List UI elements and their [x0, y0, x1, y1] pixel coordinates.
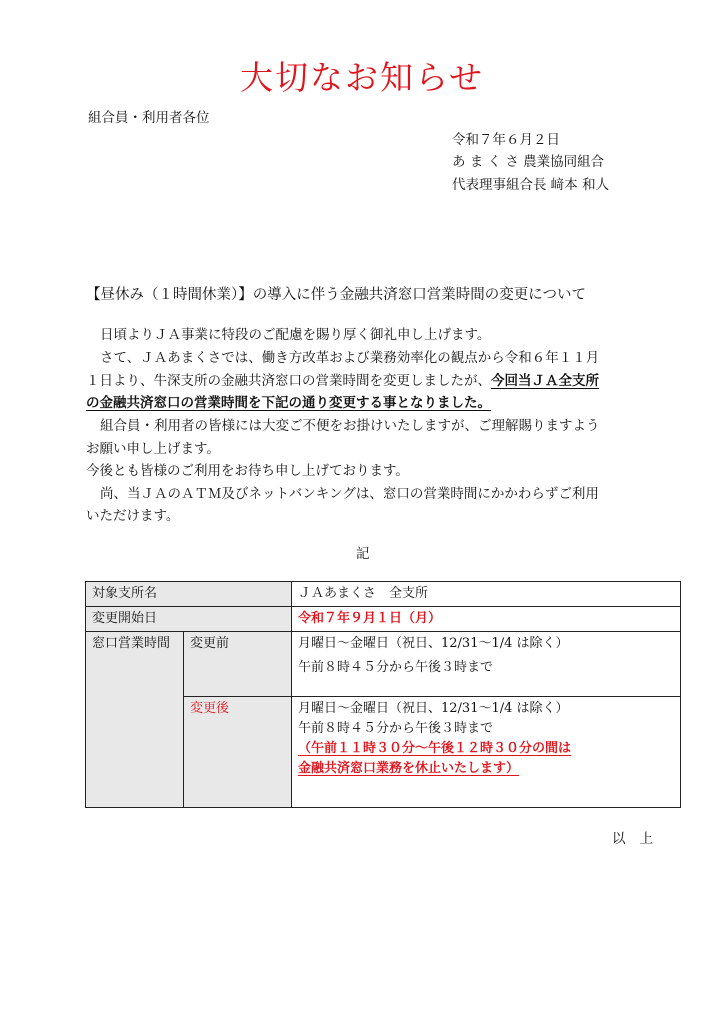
- body-paragraph-2-line-1: さて、ＪＡあまくさでは、働き方改革および業務効率化の観点から令和６年１１月: [100, 350, 600, 366]
- body-paragraph-2-line-3: [86, 391, 491, 411]
- sender-organization: あ ま く さ 農業協同組合: [452, 154, 605, 170]
- after-change-label: 変更後: [184, 697, 292, 808]
- before-change-days: 月曜日～金曜日（祝日、12/31～1/4 は除く）: [298, 636, 569, 651]
- window-hours-label: 窓口営業時間: [86, 632, 184, 808]
- table-row: [86, 607, 681, 632]
- start-date-value: 令和７年９月１日（月）: [292, 607, 681, 632]
- table-row: [86, 582, 681, 607]
- ki-heading: 記: [356, 546, 370, 562]
- body-paragraph-1: 日頃よりＪＡ事業に特段のご配慮を賜り厚く御礼申し上げます。: [100, 327, 491, 343]
- before-change-time: 午前８時４５分から午後３時まで: [298, 660, 494, 675]
- body-paragraph-2-plain: １日より、牛深支所の金融共済窓口の営業時間を変更しましたが、: [86, 373, 491, 389]
- target-branch-label: 対象支所名: [86, 582, 292, 607]
- sender-representative: 代表理事組合長 﨑本 和人: [452, 177, 610, 193]
- after-change-days: 月曜日～金曜日（祝日、12/31～1/4 は除く）: [298, 701, 569, 716]
- issue-date: 令和７年６月２日: [452, 132, 560, 148]
- table-row: [86, 632, 681, 697]
- closing-mark: 以上: [612, 831, 667, 847]
- start-date-label: 変更開始日: [86, 607, 292, 632]
- subject-heading: 【昼休み（１時間休業）】の導入に伴う金融共済窓口営業時間の変更について: [86, 287, 586, 303]
- body-paragraph-5-line-2: いただけます。: [86, 508, 180, 524]
- body-paragraph-2-underlined-2: の金融共済窓口の営業時間を下記の通り変更する事となりました。: [86, 395, 491, 411]
- body-paragraph-5-line-1: 尚、当ＪＡのＡＴＭ及びネットバンキングは、窓口の営業時間にかかわらずご利用: [100, 486, 599, 502]
- page-title: 大切なお知らせ: [239, 58, 484, 97]
- addressee: 組合員・利用者各位: [88, 110, 210, 126]
- body-paragraph-3-line-1: 組合員・利用者の皆様には大変ご不便をお掛けいたしますが、ご理解賜りますよう: [100, 418, 600, 434]
- lunch-break-note-line-2: 金融共済窓口業務を休止いたします）: [298, 761, 520, 776]
- after-change-hours: [292, 697, 681, 808]
- body-paragraph-4: 今後とも皆様のご利用をお待ち申し上げております。: [86, 463, 409, 479]
- lunch-break-note-line-1: （午前１１時３０分～午後１２時３０分の間は: [298, 741, 572, 756]
- before-change-hours: [292, 632, 681, 697]
- schedule-table: [85, 581, 681, 808]
- target-branch-value: ＪＡあまくさ 全支所: [292, 582, 681, 607]
- before-change-label: 変更前: [184, 632, 292, 697]
- body-paragraph-3-line-2: お願い申し上げます。: [86, 441, 220, 457]
- after-change-time: 午前８時４５分から午後３時まで: [298, 721, 494, 736]
- body-paragraph-2-underlined: 今回当ＪＡ全支所: [491, 373, 599, 389]
- body-paragraph-2-line-2: [86, 369, 599, 389]
